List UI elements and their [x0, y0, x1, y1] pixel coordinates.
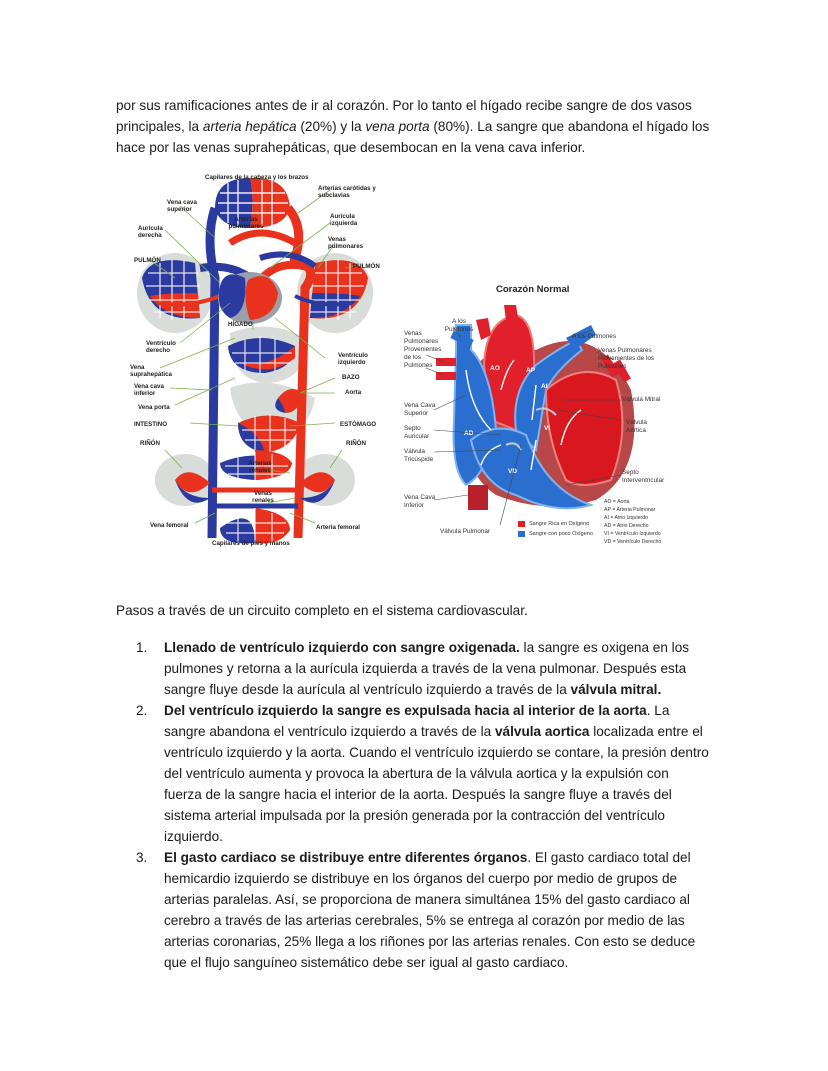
step-heading: Llenado de ventrículo izquierdo con sangre oxigenada.: [164, 640, 520, 655]
step-text: . La sangre abandona el ventrículo izquierdo a través de la: [164, 703, 670, 739]
abbreviation: AD = Atrio Derecho: [604, 523, 649, 529]
label-ventricular-septum: Septo Interventricular: [622, 469, 665, 484]
label-liver: HÍGADO: [228, 321, 253, 328]
intro-line-3: hace por las venas suprahepáticas, que desembocan en la vena cava inferior.: [116, 140, 586, 155]
step-number: 3.: [136, 850, 148, 865]
step-item: [136, 700, 710, 847]
label-right-atrium: Aurícula derecha: [138, 225, 163, 239]
abbreviation-list: [604, 498, 661, 546]
label-lung-left: PULMÓN: [134, 257, 161, 264]
legend-label: Sangre Rica en Oxígeno: [529, 521, 590, 527]
intro-paragraph: [116, 95, 716, 158]
label-stomach: ESTÓMAGO: [340, 421, 377, 428]
steps-list: [136, 637, 710, 973]
label-suprahepatic-vein: Vena suprahepática: [130, 364, 172, 378]
label-VI: VI: [544, 425, 551, 432]
label-femoral-vein: Vena femoral: [150, 522, 189, 529]
label-inferior-vena-cava: Vena Cava Inferior: [404, 494, 436, 509]
circulation-diagram: [120, 168, 390, 554]
label-pulmonary-veins-left: Venas Pulmonares Provenientes de los Pulmones: [404, 330, 442, 369]
step-number: 2.: [136, 703, 148, 718]
legend-swatch-red: [518, 521, 525, 527]
label-inferior-vena-cava: Vena cava inferior: [134, 383, 164, 397]
label-intestine: INTESTINO: [134, 421, 168, 428]
label-renal-veins: Venas renales: [252, 490, 274, 504]
steps-title: Pasos a través de un circuito completo en el sistema cardiovascular.: [116, 603, 528, 618]
step-item: [136, 847, 710, 973]
label-right-ventricle: Ventrículo derecho: [146, 340, 176, 354]
text: (20%) y la: [296, 119, 366, 134]
label-to-lungs-left: A los Pulmones: [444, 318, 474, 333]
label-AP: AP: [526, 367, 536, 374]
abbreviation: VI = Ventrículo Izquierdo: [604, 531, 661, 537]
label-aortic-valve: Válvula Aórtica: [626, 419, 647, 434]
abbreviation: VD = Ventrículo Derecho: [604, 539, 662, 545]
label-tricuspid-valve: Válvula Tricúspide: [404, 448, 434, 463]
italic-term: vena porta: [365, 119, 430, 134]
label-left-ventricle: Ventrículo izquierdo: [338, 352, 368, 366]
label-lung-right: PULMÓN: [353, 263, 380, 270]
step-text: la sangre es oxigena en los pulmones y retorna a la aurícula izquierda a través de la vena pulmonar. Después esta sangre fluye desde la aurícula al ventrículo izquierdo a través de la: [164, 640, 690, 697]
label-superior-vena-cava: Vena Cava Superior: [404, 402, 436, 417]
label-pulmonary-arteries: Arterias pulmonares: [228, 216, 264, 230]
step-item: [136, 637, 710, 700]
label-pulmonary-valve: Válvula Pulmonar: [440, 528, 491, 535]
step-text: . El gasto cardiaco total del hemicardio izquierdo se distribuye en los órganos del cuerpo por medio de grupos de arterias paralelas. Así, se proporciona de manera simultánea 15% del gasto cardiaco al cerebro a través de las arterias cerebrales, 5% se entrega al corazón por medio de las arterias coronarias, 25% llega a los riñones por las arterias renales. Con esto se deduce que el flujo sanguíneo sistemático debe ser igual al gasto cardiaco.: [164, 850, 696, 970]
step-heading: El gasto cardiaco se distribuye entre diferentes órganos: [164, 850, 528, 865]
label-atrial-septum: Septo Auricular: [404, 425, 430, 440]
step-bold-term: válvula mitral.: [570, 682, 662, 697]
step-number: 1.: [136, 640, 148, 655]
label-head-capillaries: Capilares de la cabeza y los brazos: [205, 174, 309, 181]
label-kidney-left: RIÑÓN: [140, 440, 160, 447]
label-pulmonary-veins: Venas pulmonares: [328, 236, 364, 250]
label-pulmonary-veins-right: Venas Pulmonares Provenientes de los Pulmones: [598, 347, 655, 370]
label-kidney-right: RIÑÓN: [346, 440, 366, 447]
step-heading: Del ventrículo izquierdo la sangre es expulsada hacia al interior de la aorta: [164, 703, 647, 718]
heart-diagram: [396, 280, 686, 555]
abbreviation: AI = Atrio Izquierdo: [604, 515, 648, 521]
label-aorta: Aorta: [345, 389, 362, 396]
label-VD: VD: [508, 468, 518, 475]
label-left-atrium: Aurícula izquierda: [330, 213, 358, 227]
label-spleen: BAZO: [342, 374, 360, 381]
legend-label: Sangre con poco Oxígeno: [529, 531, 593, 537]
abbreviation: AO = Aorta: [604, 499, 630, 505]
step-bold-term: válvula aortica: [495, 724, 590, 739]
step-text: localizada entre el ventrículo izquierdo y la aorta. Cuando el ventrículo izquierdo se contare, la presión dentro del ventrículo aumenta y provoca la abertura de la válvula aortica y la expulsión con fuerza de la sangre hacia el interior de la aorta. Después la sangre fluye a través del sistema arterial impulsada por la presión generada por la contracción del ventrículo izquierdo.: [164, 724, 709, 844]
label-foot-capillaries: Capilares de pies y manos: [212, 540, 290, 547]
legend-swatch-blue: [518, 531, 525, 537]
label-carotid: Arterias carótidas y subclavias: [318, 185, 376, 199]
text: principales, la: [116, 119, 203, 134]
legend-oxygen-rich: [518, 520, 589, 528]
intro-line-2: [116, 116, 716, 137]
label-AO: AO: [490, 365, 500, 372]
text: (80%). La sangre que abandona el hígado los: [429, 119, 710, 134]
label-renal-arteries: Arterias renales: [248, 460, 272, 474]
label-mitral-valve: Válvula Mitral: [622, 396, 661, 403]
heart-diagram-title: Corazón Normal: [496, 284, 570, 295]
intro-line-1: por sus ramificaciones antes de ir al corazón. Por lo tanto el hígado recibe sangre de dos vasos: [116, 98, 692, 113]
label-to-lungs-right: A los Pulmones: [572, 333, 617, 340]
label-femoral-artery: Arteria femoral: [316, 524, 361, 531]
label-portal-vein: Vena porta: [138, 404, 170, 411]
italic-term: arteria hepática: [202, 119, 297, 134]
legend-oxygen-poor: [518, 530, 593, 538]
label-superior-vena-cava: Vena cava superior: [167, 199, 197, 213]
label-AD: AD: [464, 430, 474, 437]
abbreviation: AP = Arteria Pulmonar: [604, 507, 656, 513]
label-AI: AI: [541, 383, 548, 390]
